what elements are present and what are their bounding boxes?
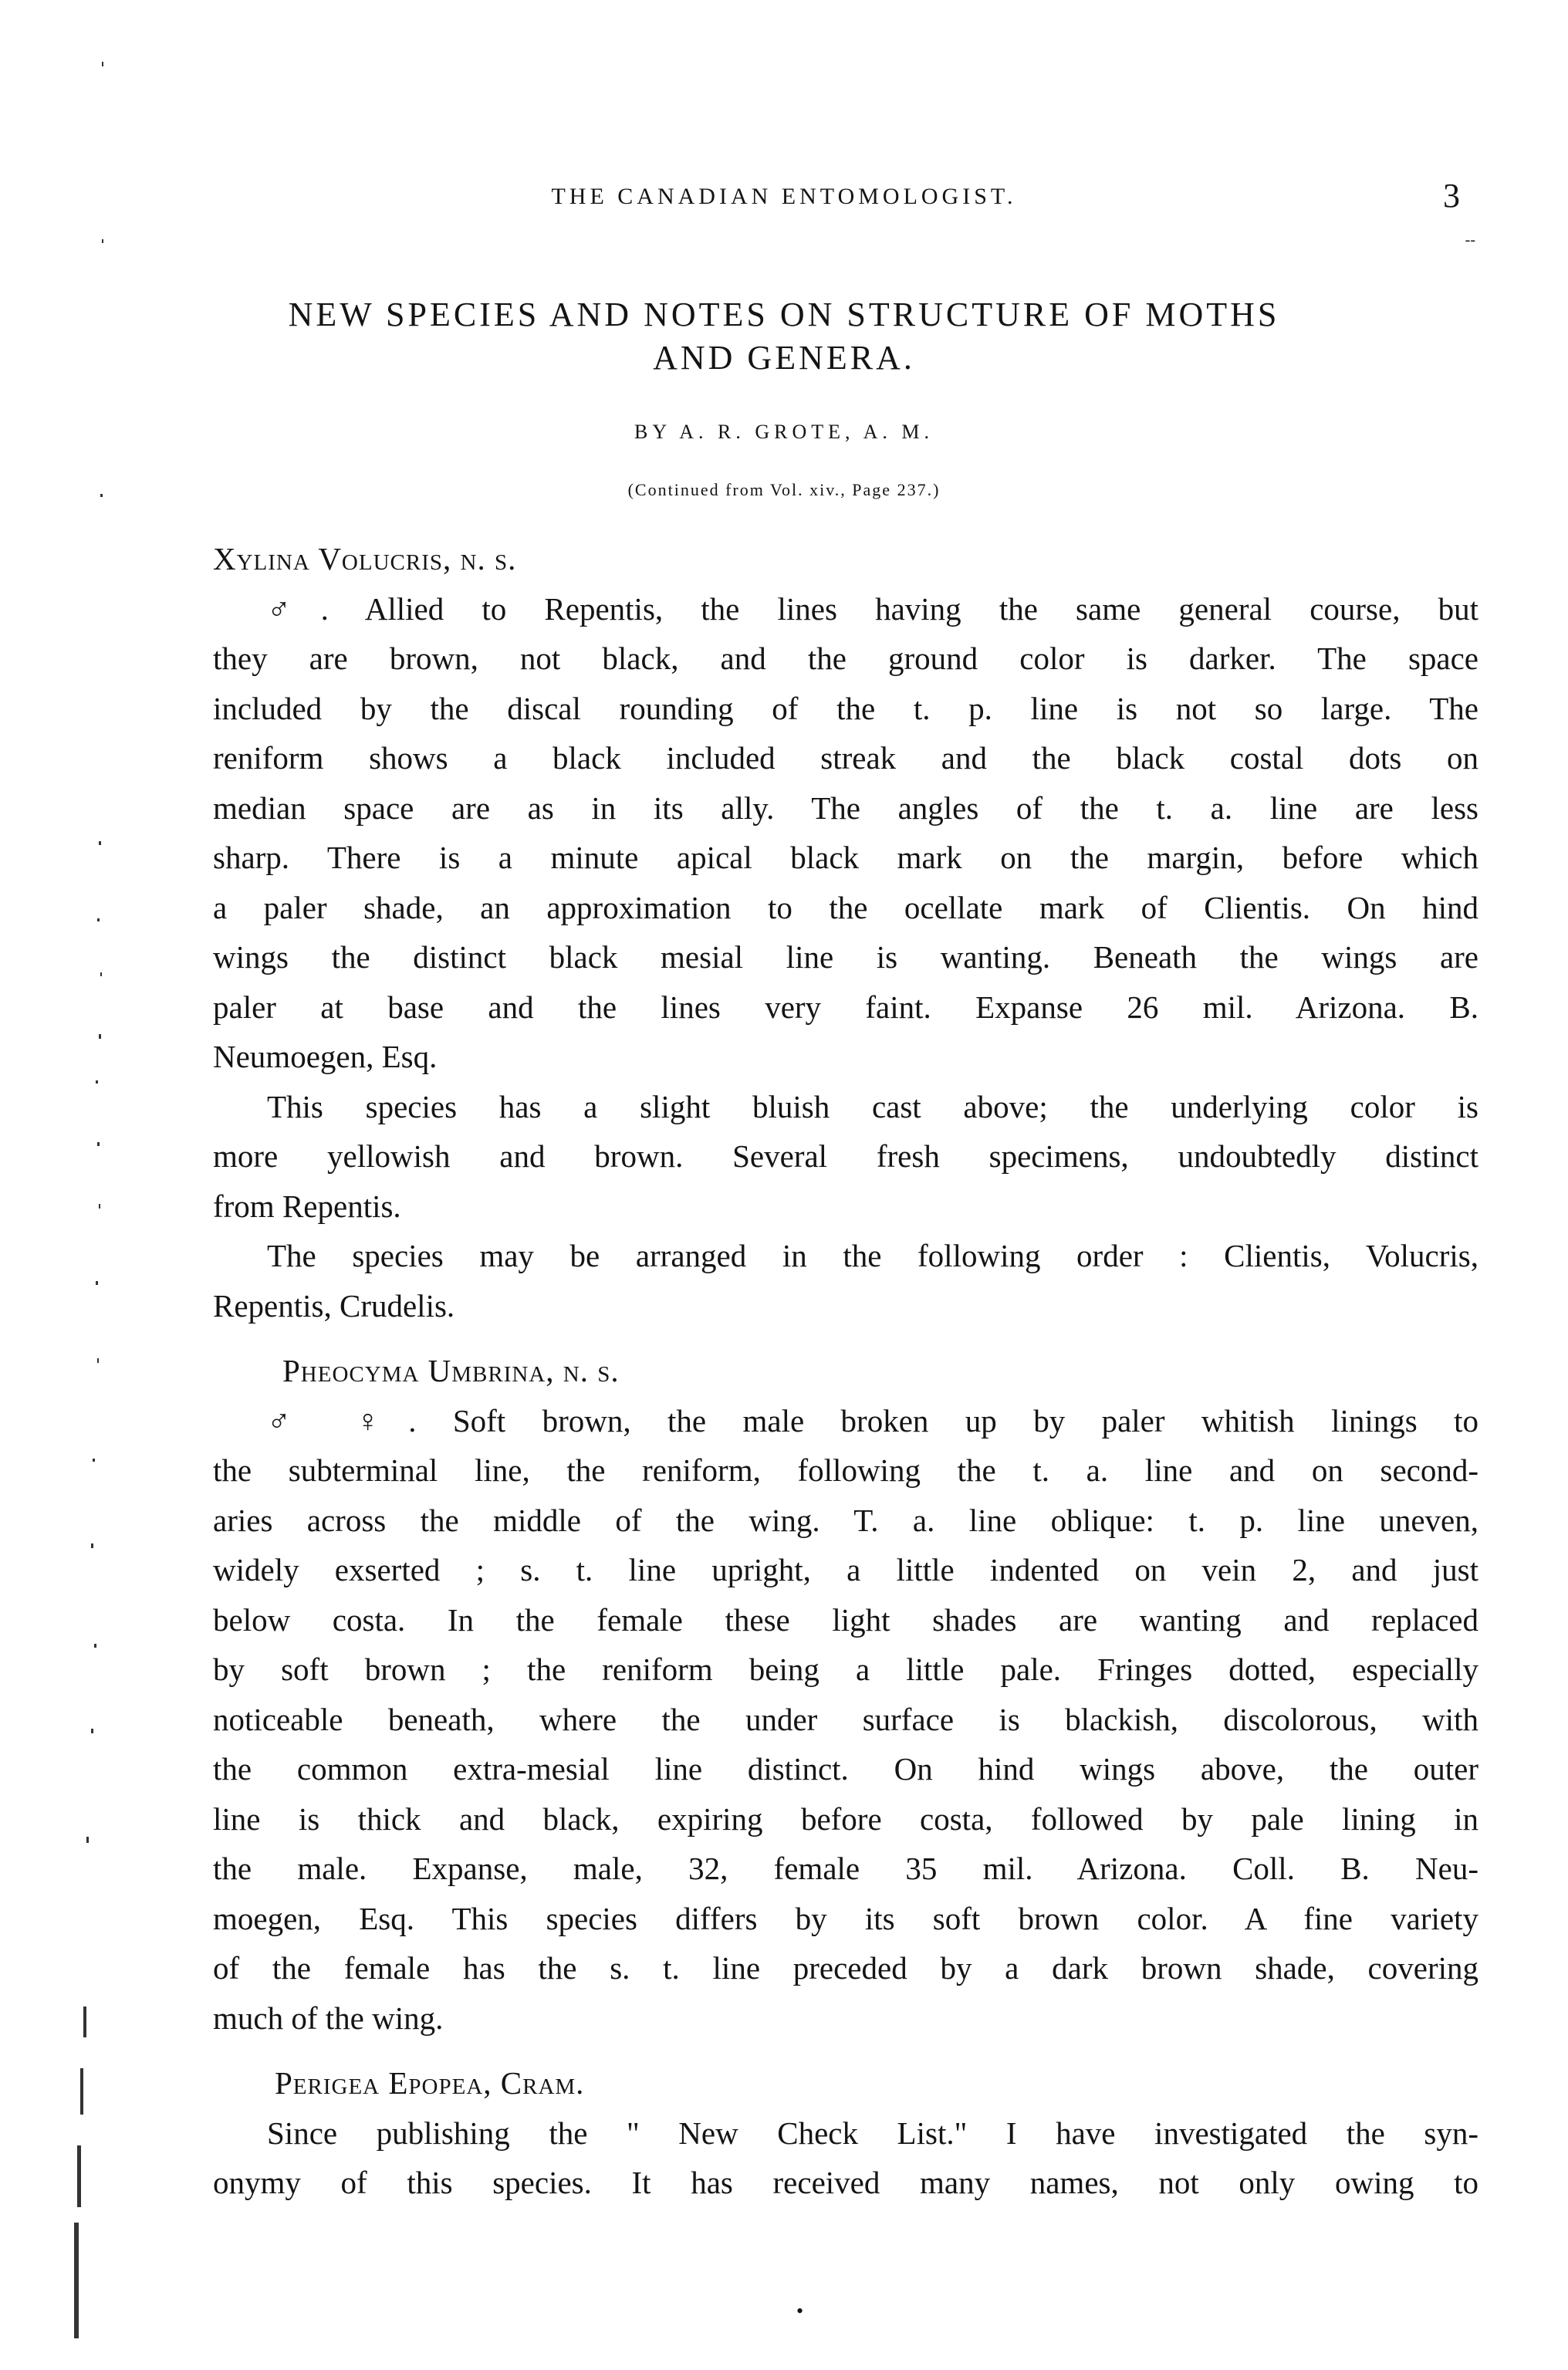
text-line: included by the discal rounding of the t. p. line is not so large. The bbox=[213, 690, 1478, 726]
text-line: Repentis, Crudelis. bbox=[213, 1287, 455, 1324]
text-line: paler at base and the lines very faint. Expanse 26 mil. Arizona. B. bbox=[213, 989, 1478, 1025]
text-line: by soft brown ; the reniform being a little pale. Fringes dotted, especially bbox=[213, 1652, 1478, 1687]
section-heading: Perigea Epopea, Cram. bbox=[275, 2065, 585, 2101]
text-line: widely exserted ; s. t. line upright, a little indented on vein 2, and just bbox=[213, 1552, 1478, 1587]
running-head bbox=[0, 176, 1568, 222]
continued-note: (Continued from Vol. xiv., Page 237.) bbox=[627, 480, 941, 499]
section-heading: Xylina Volucris, n. s. bbox=[213, 541, 517, 576]
text-line: ♂ ♀. Soft brown, the male broken up by paler whitish linings to bbox=[267, 1402, 1478, 1439]
text-line: the common extra-mesial line distinct. On hind wings above, the outer bbox=[213, 1751, 1478, 1787]
text-line: from Repentis. bbox=[213, 1188, 401, 1224]
text-line: Since publishing the " New Check List." I have investigated the syn- bbox=[267, 2115, 1478, 2151]
text-line: the subterminal line, the reniform, following the t. a. line and on second- bbox=[213, 1452, 1478, 1488]
section-gap bbox=[213, 2043, 1478, 2058]
text-line: the male. Expanse, male, 32, female 35 mil. Arizona. Coll. B. Neu- bbox=[213, 1851, 1478, 1886]
article-title-line-2: AND GENERA. bbox=[653, 339, 915, 377]
text-line: aries across the middle of the wing. T. a. line oblique: t. p. line uneven, bbox=[213, 1502, 1478, 1538]
byline: BY A. R. GROTE, A. M. bbox=[634, 421, 934, 443]
text-line: a paler shade, an approximation to the ocellate mark of Clientis. On hind bbox=[213, 889, 1478, 925]
text-line: of the female has the s. t. line preceded by a dark brown shade, covering bbox=[213, 1950, 1478, 1986]
text-line: This species has a slight bluish cast above; the underlying color is bbox=[267, 1088, 1478, 1124]
section-gap bbox=[213, 1330, 1478, 1346]
bottom-mark: • bbox=[796, 2300, 804, 2322]
text-line: onymy of this species. It has received many names, not only owing to bbox=[213, 2165, 1478, 2200]
text-line: Neumoegen, Esq. bbox=[213, 1039, 438, 1074]
text-line: more yellowish and brown. Several fresh specimens, undoubtedly distinct bbox=[213, 1138, 1478, 1174]
text-line: The species may be arranged in the following order : Clientis, Volucris, bbox=[267, 1238, 1478, 1273]
text-line: ♂. Allied to Repentis, the lines having the same general course, but bbox=[267, 590, 1478, 627]
text-line: noticeable beneath, where the under surface is blackish, discolorous, with bbox=[213, 1701, 1478, 1737]
page-number: 3 bbox=[1443, 177, 1460, 215]
scan-edge-marks bbox=[0, 0, 139, 2370]
margin-dash: -- bbox=[1465, 232, 1475, 248]
article-title-line-1: NEW SPECIES AND NOTES ON STRUCTURE OF MOTHS bbox=[288, 296, 1280, 333]
article-title bbox=[154, 293, 1414, 380]
body-text bbox=[213, 534, 1478, 2208]
text-line: they are brown, not black, and the ground color is darker. The space bbox=[213, 641, 1478, 676]
text-line: sharp. There is a minute apical black mark on the margin, before which bbox=[213, 840, 1478, 875]
running-title: THE CANADIAN ENTOMOLOGIST. bbox=[551, 184, 1017, 209]
text-line: reniform shows a black included streak and the black costal dots on bbox=[213, 740, 1478, 776]
text-line: much of the wing. bbox=[213, 2000, 444, 2036]
text-line: moegen, Esq. This species differs by its soft brown color. A fine variety bbox=[213, 1900, 1478, 1936]
text-line: line is thick and black, expiring before costa, followed by pale lining in bbox=[213, 1800, 1478, 1837]
text-line: median space are as in its ally. The angles of the t. a. line are less bbox=[213, 789, 1478, 826]
text-line: below costa. In the female these light shades are wanting and replaced bbox=[213, 1601, 1478, 1638]
section-heading: Pheocyma Umbrina, n. s. bbox=[282, 1353, 620, 1388]
text-line: wings the distinct black mesial line is wanting. Beneath the wings are bbox=[213, 939, 1478, 975]
